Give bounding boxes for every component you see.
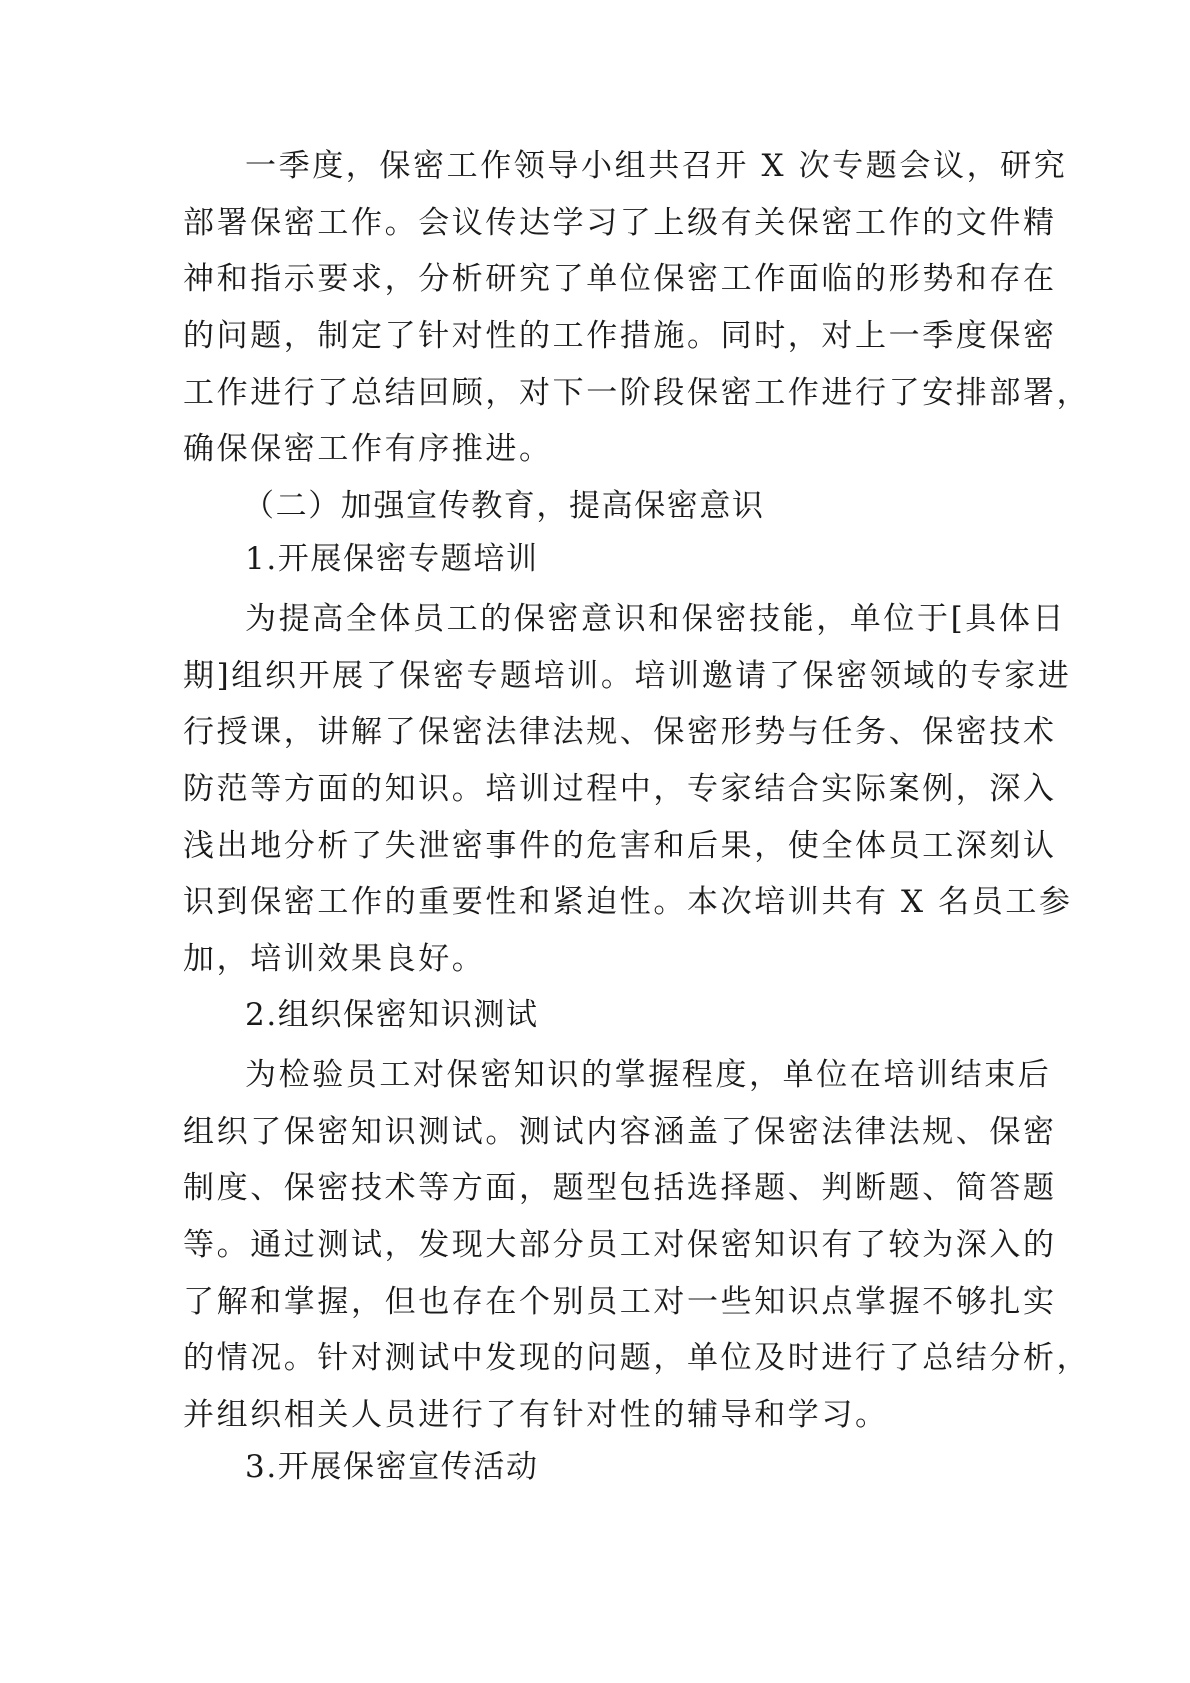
section-heading: （二）加强宣传教育，提高保密意识 bbox=[243, 488, 765, 524]
paragraph-line: 等。通过测试，发现大部分员工对保密知识有了较为深入的 bbox=[183, 1227, 1057, 1264]
subheading-knowledge-test: 2.组织保密知识测试 bbox=[245, 997, 539, 1033]
subheading-block-1 bbox=[183, 504, 1023, 588]
subheading-block-3 bbox=[183, 1439, 1023, 1496]
paragraph-line: 为提高全体员工的保密意识和保密技能，单位于[具体日 bbox=[245, 601, 1067, 637]
paragraph-line: 期]组织开展了保密专题培训。培训邀请了保密领域的专家进 bbox=[183, 657, 1072, 694]
paragraph-knowledge-test bbox=[183, 1047, 1091, 1444]
subheading-publicity: 3.开展保密宣传活动 bbox=[245, 1449, 539, 1485]
paragraph-line: 浅出地分析了失泄密事件的危害和后果，使全体员工深刻认 bbox=[183, 827, 1057, 864]
paragraph-line: 确保保密工作有序推进。 bbox=[183, 431, 553, 468]
paragraph-line: 为检验员工对保密知识的掌握程度，单位在培训结束后 bbox=[245, 1057, 1052, 1093]
paragraph-meeting-summary bbox=[183, 138, 1091, 478]
paragraph-line: 神和指示要求，分析研究了单位保密工作面临的形势和存在 bbox=[183, 261, 1057, 298]
paragraph-line: 了解和掌握，但也存在个别员工对一些知识点掌握不够扎实 bbox=[183, 1283, 1057, 1320]
paragraph-training bbox=[183, 591, 1073, 988]
paragraph-line: 的问题，制定了针对性的工作措施。同时，对上一季度保密 bbox=[183, 318, 1057, 355]
paragraph-line: 一季度，保密工作领导小组共召开 X 次专题会议，研究 bbox=[245, 148, 1068, 184]
subheading-training: 1.开展保密专题培训 bbox=[245, 541, 539, 577]
paragraph-line: 行授课，讲解了保密法律法规、保密形势与任务、保密技术 bbox=[183, 714, 1057, 751]
subheading-block-2 bbox=[183, 987, 1023, 1044]
paragraph-line: 加，培训效果良好。 bbox=[183, 941, 486, 978]
paragraph-line: 识到保密工作的重要性和紧迫性。本次培训共有 X 名员工参 bbox=[183, 884, 1073, 921]
paragraph-line: 的情况。针对测试中发现的问题，单位及时进行了总结分析， bbox=[183, 1340, 1091, 1377]
paragraph-line: 防范等方面的知识。培训过程中，专家结合实际案例，深入 bbox=[183, 771, 1057, 808]
paragraph-line: 工作进行了总结回顾，对下一阶段保密工作进行了安排部署， bbox=[183, 374, 1091, 411]
paragraph-line: 制度、保密技术等方面，题型包括选择题、判断题、简答题 bbox=[183, 1170, 1057, 1207]
paragraph-line: 部署保密工作。会议传达学习了上级有关保密工作的文件精 bbox=[183, 204, 1057, 241]
paragraph-line: 组织了保密知识测试。测试内容涵盖了保密法律法规、保密 bbox=[183, 1113, 1057, 1150]
paragraph-line: 并组织相关人员进行了有针对性的辅导和学习。 bbox=[183, 1397, 889, 1434]
